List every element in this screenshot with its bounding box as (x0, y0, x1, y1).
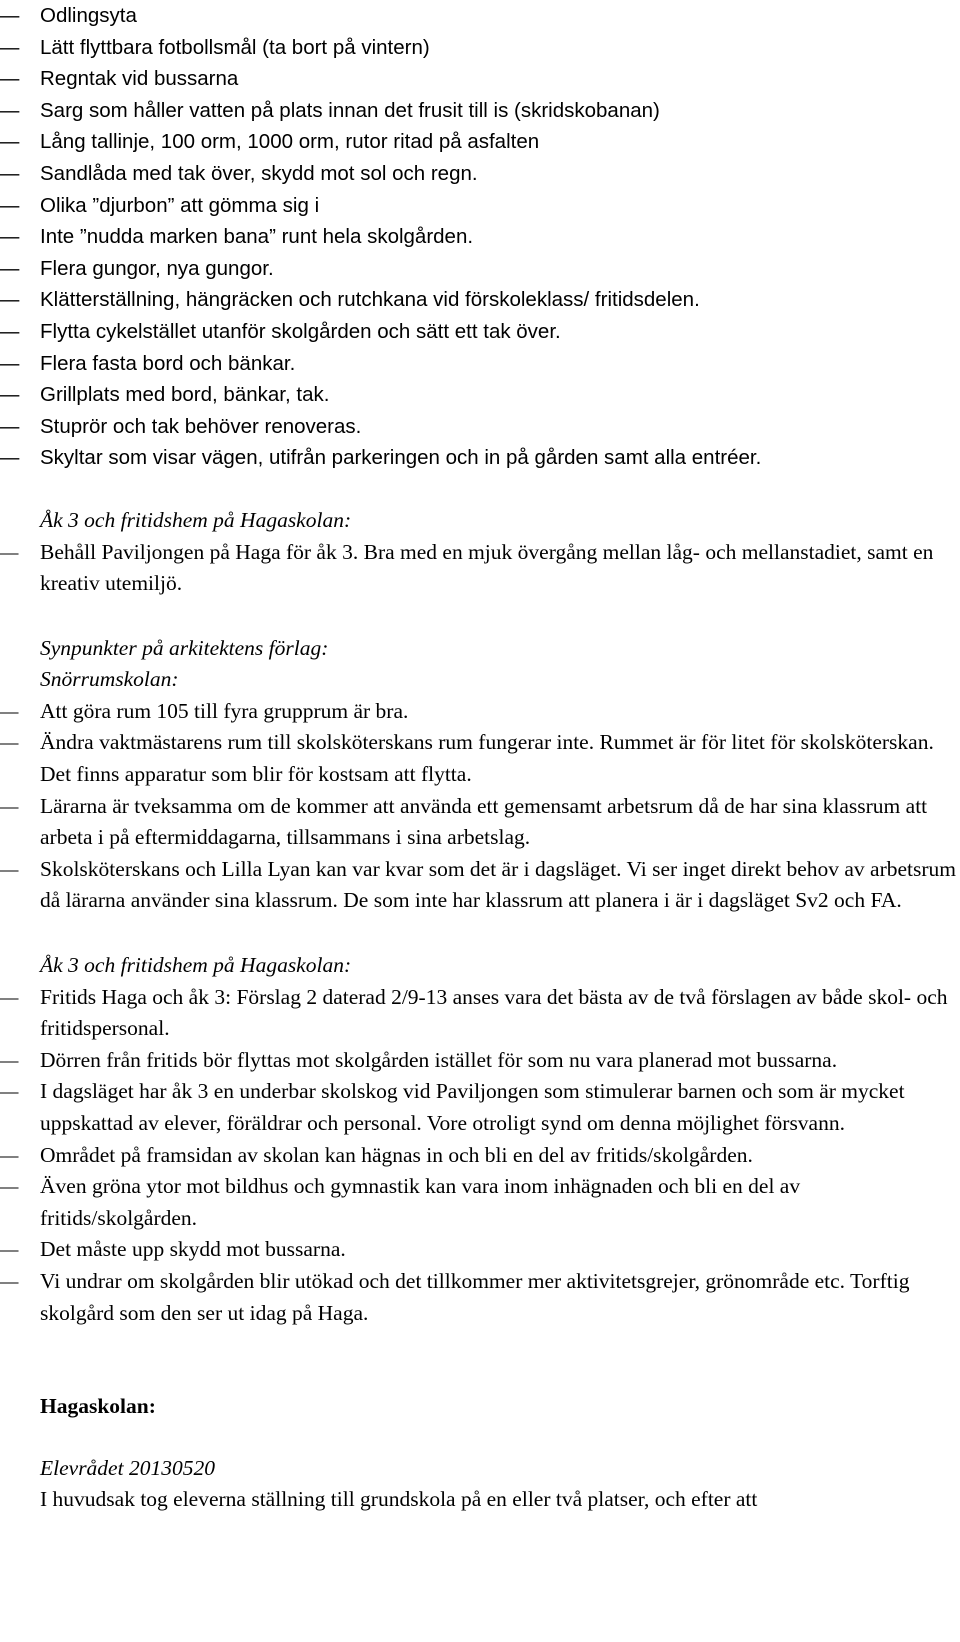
list-item: – Lätt flyttbara fotbollsmål (ta bort på vintern) (0, 32, 960, 64)
list-item: – Behåll Paviljongen på Haga för åk 3. Bra med en mjuk övergång mellan låg- och mellanstadiet, samt en kreativ utemiljö. (0, 537, 960, 600)
list-item: – Skolsköterskans och Lilla Lyan kan var kvar som det är i dagsläget. Vi ser inget direkt behov av arbetsrum då lärarna använder sina klassrum. De som inte har klassrum att planera i är i dagsläget Sv2 och FA. (0, 854, 960, 917)
list-item: – Olika ”djurbon” att gömma sig i (0, 190, 960, 222)
list-item: – Att göra rum 105 till fyra grupprum är bra. (0, 696, 960, 728)
section-heading-architect: Synpunkter på arkitektens förlag: (40, 635, 329, 660)
section-heading-ak3-hagaskolan: Åk 3 och fritidshem på Hagaskolan: (40, 953, 352, 978)
elevradet-paragraph: I huvudsak tog eleverna ställning till grundskola på en eller två platser, och efter att (40, 1487, 758, 1512)
section-subheading-snorrumskolan: Snörrumskolan: (40, 667, 179, 692)
list-item: – Flera fasta bord och bänkar. (0, 348, 960, 380)
list-item: – Sarg som håller vatten på plats innan det frusit till is (skridskobanan) (0, 95, 960, 127)
list-item: – Ändra vaktmästarens rum till skolsköterskans rum fungerar inte. Rummet är för litet för skolsköterskan. Det finns apparatur som blir för kostsam att flytta. (0, 727, 960, 790)
architect-feedback-list (0, 696, 960, 917)
list-item: – Flytta cykelstället utanför skolgården och sätt ett tak över. (0, 316, 960, 348)
list-item: – Även gröna ytor mot bildhus och gymnastik kan vara inom inhägnaden och bli en del av fritids/skolgården. (0, 1171, 960, 1234)
list-item: – Sandlåda med tak över, skydd mot sol och regn. (0, 158, 960, 190)
list-item: – Vi undrar om skolgården blir utökad och det tillkommer mer aktivitetsgrejer, grönområde etc. Torftig skolgård som den ser ut idag på Haga. (0, 1266, 960, 1329)
list-item: – Klätterställning, hängräcken och rutchkana vid förskoleklass/ fritidsdelen. (0, 284, 960, 316)
section-heading-ak3-fritidshem: Åk 3 och fritidshem på Hagaskolan: (40, 507, 352, 532)
haga-feedback-list (0, 982, 960, 1330)
list-item: – Området på framsidan av skolan kan hägnas in och bli en del av fritids/skolgården. (0, 1140, 960, 1172)
section-subheading-elevradet: Elevrådet 20130520 (40, 1455, 215, 1480)
list-item: – Flera gungor, nya gungor. (0, 253, 960, 285)
list-item: – I dagsläget har åk 3 en underbar skolskog vid Paviljongen som stimulerar barnen och som är mycket uppskattad av elever, föräldrar och personal. Vore otroligt synd om denna möjlighet försvann. (0, 1076, 960, 1139)
list-item: – Lång tallinje, 100 orm, 1000 orm, rutor ritad på asfalten (0, 126, 960, 158)
list-item: – Grillplats med bord, bänkar, tak. (0, 379, 960, 411)
list-item: – Stuprör och tak behöver renoveras. (0, 411, 960, 443)
list-item: – Det måste upp skydd mot bussarna. (0, 1234, 960, 1266)
list-item: – Dörren från fritids bör flyttas mot skolgården istället för som nu vara planerad mot bussarna. (0, 1045, 960, 1077)
list-item: – Inte ”nudda marken bana” runt hela skolgården. (0, 221, 960, 253)
section-heading-hagaskolan: Hagaskolan: (40, 1394, 156, 1419)
list-item: – Odlingsyta (0, 0, 960, 32)
playground-wishlist (0, 0, 960, 474)
list-item: – Lärarna är tveksamma om de kommer att använda ett gemensamt arbetsrum då de har sina klassrum att arbeta i på eftermiddagarna, tillsammans i sina arbetslag. (0, 791, 960, 854)
list-item: – Skyltar som visar vägen, utifrån parkeringen och in på gården samt alla entréer. (0, 442, 960, 474)
ak3-list (0, 537, 960, 600)
list-item: – Regntak vid bussarna (0, 63, 960, 95)
list-item: – Fritids Haga och åk 3: Förslag 2 daterad 2/9-13 anses vara det bästa av de två förslagen av både skol- och fritidspersonal. (0, 982, 960, 1045)
